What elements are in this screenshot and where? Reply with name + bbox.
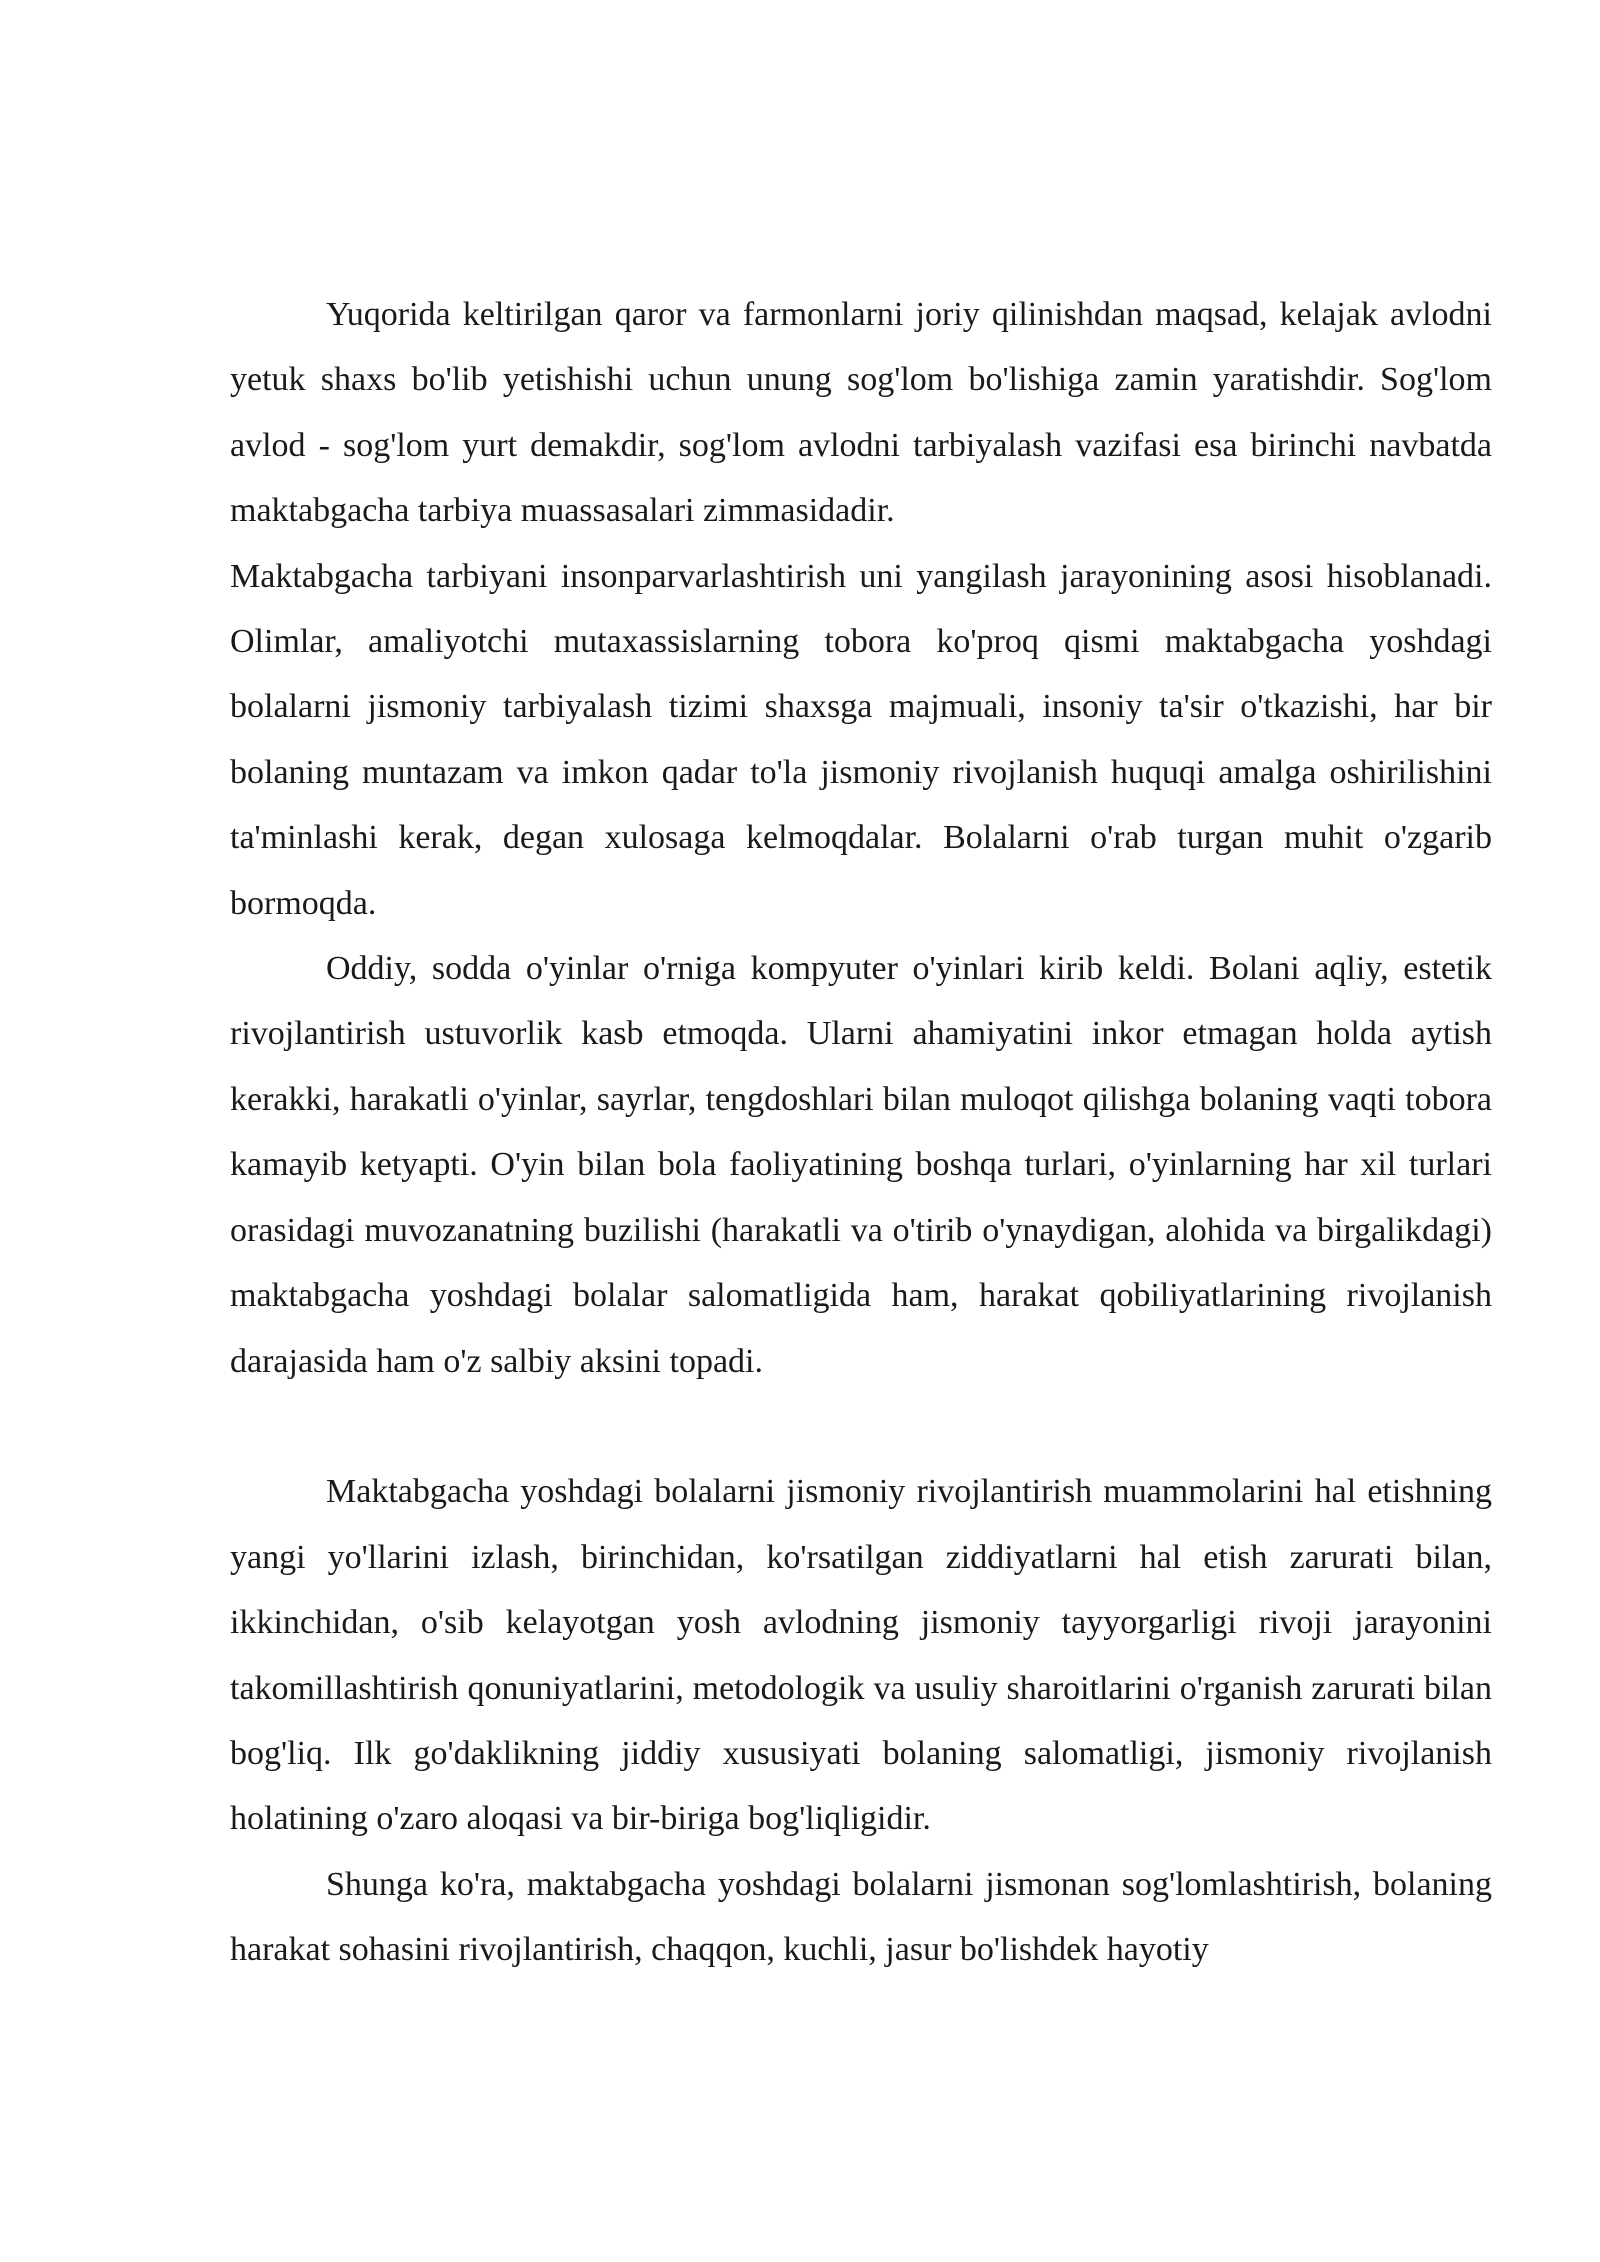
document-body	[230, 282, 1492, 1983]
paragraph-3: Oddiy, sodda o'yinlar o'rniga kompyuter o'yinlari kirib keldi. Bolani aqliy, estetik rivojlantirish ustuvorlik kasb etmoqda. Ularni ahamiyatini inkor etmagan holda aytish kerakki, harakatli o'yinlar, sayrlar, tengdoshlari bilan muloqot qilishga bolaning vaqti tobora kamayib ketyapti. O'yin bilan bola faoliyatining boshqa turlari, o'yinlarning har xil turlari orasidagi muvozanatning buzilishi (harakatli va o'tirib o'ynaydigan, alohida va birgalikdagi) maktabgacha yoshdagi bolalar salomatligida ham, harakat qobiliyatlarining rivojlanish darajasida ham o'z salbiy aksini topadi.	[230, 950, 1492, 1380]
paragraph-spacer	[230, 1394, 1492, 1459]
paragraph-4: Maktabgacha yoshdagi bolalarni jismoniy rivojlantirish muammolarini hal etishning yangi yo'llarini izlash, birinchidan, ko'rsatilgan ziddiyatlarni hal etish zarurati bilan, ikkinchidan, o'sib kelayotgan yosh avlodning jismoniy tayyorgarligi rivoji jarayonini takomillashtirish qonuniyatlarini, metodologik va usuliy sharoitlarini o'rganish zarurati bilan bog'liq. Ilk go'daklikning jiddiy xususiyati bolaning salomatligi, jismoniy rivojlanish holatining o'zaro aloqasi va bir-biriga bog'liqligidir.	[230, 1473, 1492, 1838]
paragraph-5: Shunga ko'ra, maktabgacha yoshdagi bolalarni jismonan sog'lomlashtirish, bolaning harakat sohasini rivojlantirish, chaqqon, kuchli, jasur bo'lishdek hayotiy	[230, 1865, 1492, 1969]
paragraph-2: Maktabgacha tarbiyani insonparvarlashtirish uni yangilash jarayonining asosi hisoblanadi. Olimlar, amaliyotchi mutaxassislarning tobora ko'proq qismi maktabgacha yoshdagi bolalarni jismoniy tarbiyalash tizimi shaxsga majmuali, insoniy ta'sir o'tkazishi, har bir bolaning muntazam va imkon qadar to'la jismoniy rivojlanish huquqi amalga oshirilishini ta'minlashi kerak, degan xulosaga kelmoqdalar. Bolalarni o'rab turgan muhit o'zgarib bormoqda.	[230, 557, 1492, 922]
paragraph-1: Yuqorida keltirilgan qaror va farmonlarni joriy qilinishdan maqsad, kelajak avlodni yetuk shaxs bo'lib yetishishi uchun unung sog'lom bo'lishiga zamin yaratishdir. Sog'lom avlod - sog'lom yurt demakdir, sog'lom avlodni tarbiyalash vazifasi esa birinchi navbatda maktabgacha tarbiya muassasalari zimmasidadir.	[230, 296, 1492, 530]
